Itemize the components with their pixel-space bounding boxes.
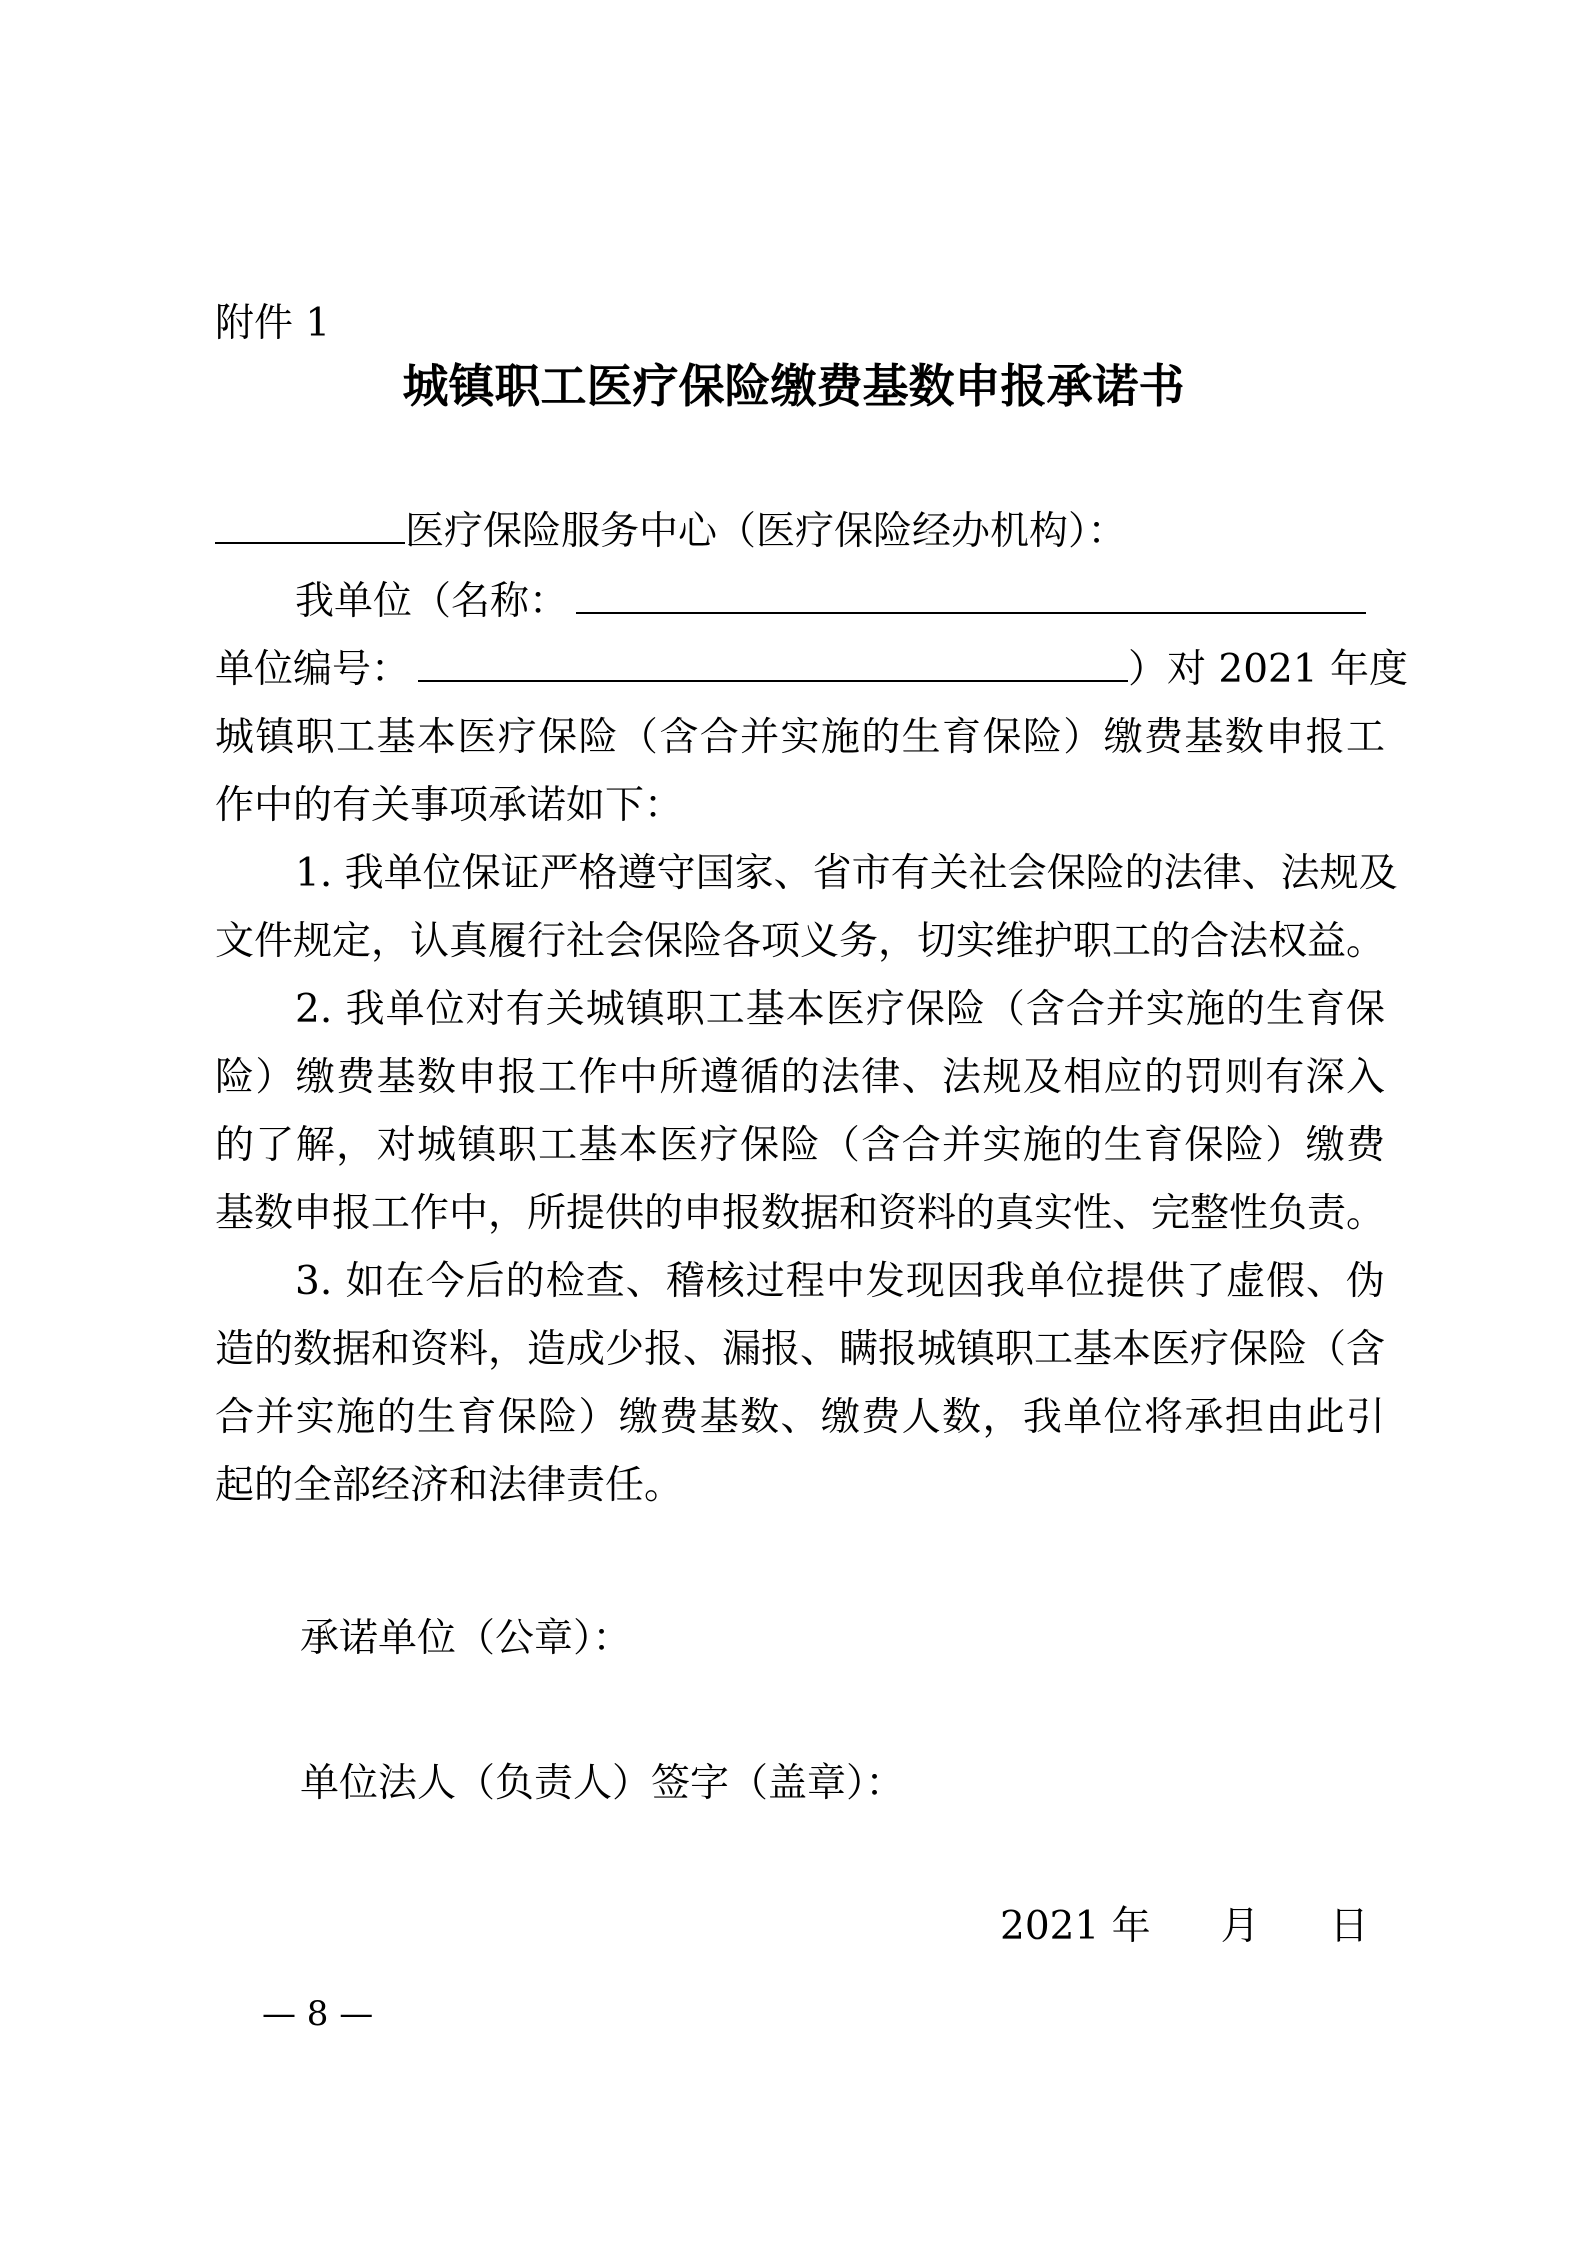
unit-name-line xyxy=(295,578,1366,626)
item1-line-2: 文件规定，认真履行社会保险各项义务，切实维护职工的合法权益。 xyxy=(215,919,1386,964)
intro-line-1: 城镇职工基本医疗保险（含合并实施的生育保险）缴费基数申报工 xyxy=(215,715,1385,760)
signature-label: 单位法人（负责人）签字（盖章）： xyxy=(300,1761,905,1806)
item3-line-4: 起的全部经济和法律责任。 xyxy=(215,1463,684,1508)
page-number: — 8 — xyxy=(262,1994,374,2034)
date-day: 日 xyxy=(1329,1904,1369,1949)
item3-line-2: 造的数据和资料，造成少报、漏报、瞒报城镇职工基本医疗保险（含 xyxy=(215,1327,1386,1372)
intro-line-2: 作中的有关事项承诺如下： xyxy=(215,783,684,828)
attachment-label: 附件 1 xyxy=(215,301,331,346)
unit-code-suffix: ）对 2021 年度 xyxy=(1128,647,1409,692)
agency-name-blank[interactable] xyxy=(215,512,405,544)
unit-name-label: 我单位（名称： xyxy=(295,579,569,624)
item2-line-4: 基数申报工作中，所提供的申报数据和资料的真实性、完整性负责。 xyxy=(215,1191,1386,1236)
unit-name-blank[interactable] xyxy=(576,582,1366,614)
addressee-suffix: 医疗保险服务中心（医疗保险经办机构）： xyxy=(405,509,1127,554)
addressee-line xyxy=(215,508,1127,556)
unit-code-line xyxy=(215,646,1408,694)
unit-code-blank[interactable] xyxy=(418,650,1128,682)
date-month: 月 xyxy=(1220,1904,1260,1949)
item3-line-3: 合并实施的生育保险）缴费基数、缴费人数，我单位将承担由此引 xyxy=(215,1395,1385,1440)
item2-line-1: 2. 我单位对有关城镇职工基本医疗保险（含合并实施的生育保 xyxy=(295,987,1385,1032)
date-year: 2021 年 xyxy=(1000,1904,1151,1949)
item2-line-2: 险）缴费基数申报工作中所遵循的法律、法规及相应的罚则有深入 xyxy=(215,1055,1385,1100)
signing-date xyxy=(1000,1903,1369,1951)
item3-line-1: 3. 如在今后的检查、稽核过程中发现因我单位提供了虚假、伪 xyxy=(295,1259,1385,1304)
item1-line-1: 1. 我单位保证严格遵守国家、省市有关社会保险的法律、法规及 xyxy=(295,851,1398,896)
document-title: 城镇职工医疗保险缴费基数申报承诺书 xyxy=(402,359,1185,413)
unit-code-label: 单位编号： xyxy=(215,647,411,692)
promisor-label: 承诺单位（公章）： xyxy=(300,1616,632,1661)
item2-line-3: 的了解，对城镇职工基本医疗保险（含合并实施的生育保险）缴费 xyxy=(215,1123,1385,1168)
